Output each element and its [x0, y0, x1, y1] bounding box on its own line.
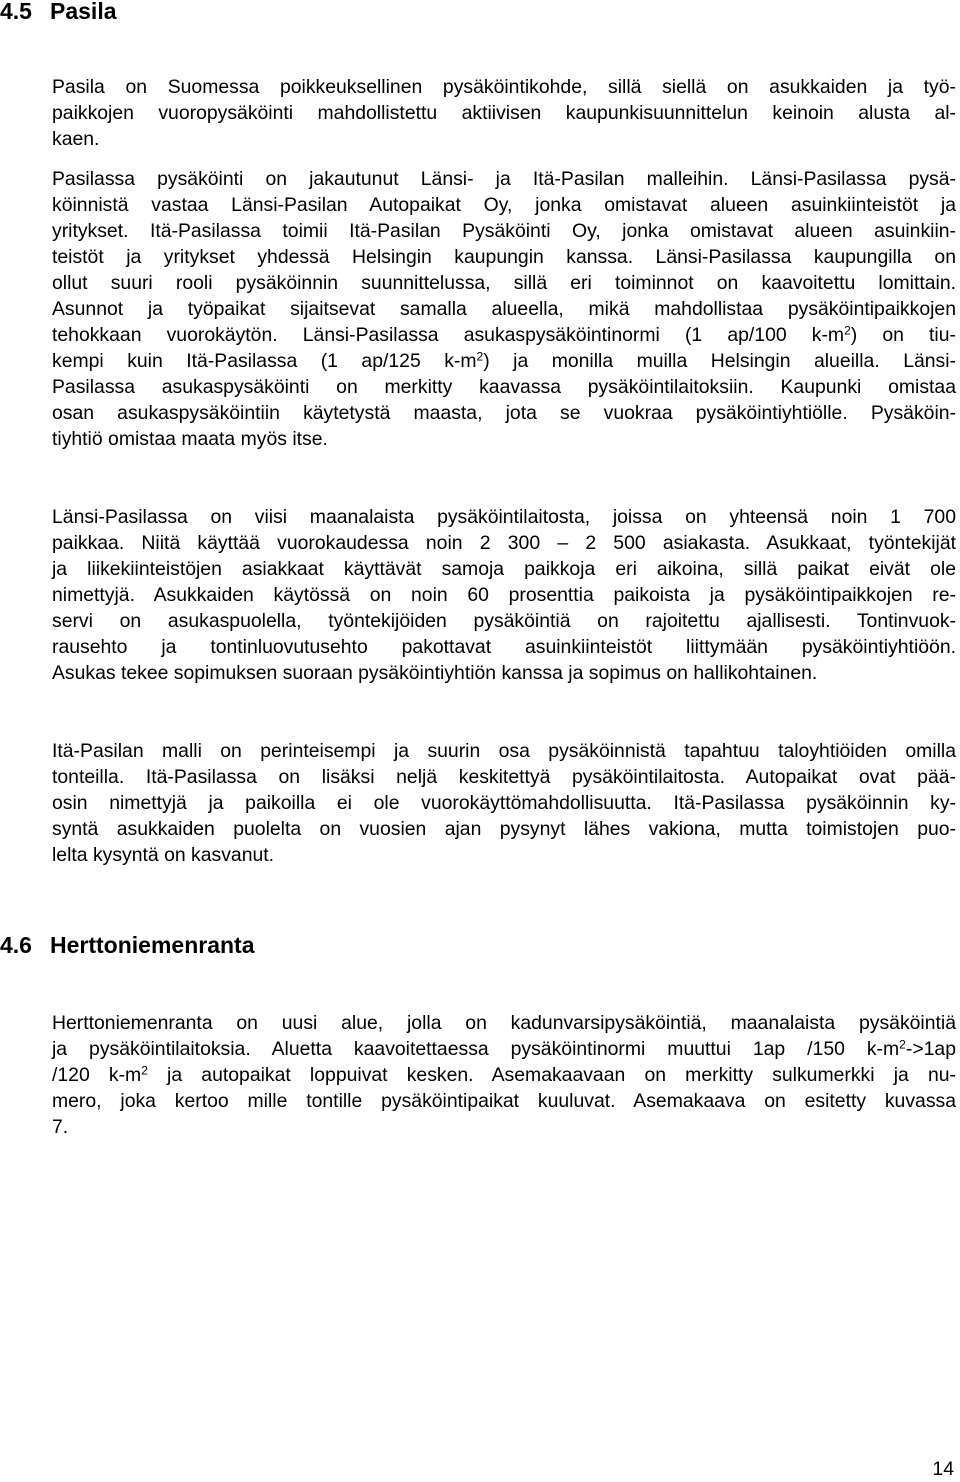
text-line: rausehto ja tontinluovutusehto pakottavat asuinkiinteistöt liittymään pysäköintiyhtiöön.: [52, 636, 956, 658]
text-run: kempi kuin Itä-Pasilassa (1 ap/125 k-m: [52, 350, 477, 372]
text-line: yritykset. Itä-Pasilassa toimii Itä-Pasilan Pysäköinti Oy, jonka omistavat alueen asuinkiin-: [52, 220, 956, 242]
text-line: mero, joka kertoo mille tontille pysäköintipaikat kuuluvat. Asemakaava on esitetty kuvassa: [52, 1090, 956, 1112]
text-line: servi on asukaspuolella, työntekijöiden pysäköintiä on rajoitettu ajallisesti. Tontinvuok-: [52, 610, 956, 632]
text-line: Itä-Pasilan malli on perinteisempi ja suurin osa pysäköinnistä tapahtuu taloyhtiöiden omilla: [52, 740, 956, 762]
section-heading-4-5: [0, 0, 117, 24]
text-line: Asunnot ja työpaikat sijaitsevat samalla alueella, mikä mahdollistaa pysäköintipaikkojen: [52, 298, 956, 320]
text-line: syntä asukkaiden puolelta on vuosien ajan pysynyt lähes vakiona, mutta toimistojen puo-: [52, 818, 956, 840]
text-line: tiyhtiö omistaa maata myös itse.: [52, 428, 328, 450]
text-line: ollut suuri rooli pysäköinnin suunnittelussa, sillä eri toiminnot on kaavoitettu lomittain.: [52, 272, 956, 294]
text-line: köinnistä vastaa Länsi-Pasilan Autopaikat Oy, jonka omistavat alueen asuinkiinteistöt ja: [52, 194, 956, 216]
text-run: ) ja monilla muilla Helsingin alueilla. Länsi-: [483, 350, 957, 372]
section-number: 4.6: [0, 932, 32, 958]
text-run: ja autopaikat loppuivat kesken. Asemakaavaan on merkitty sulkumerkki ja nu-: [147, 1064, 956, 1086]
text-run: ->1ap: [905, 1038, 956, 1060]
text-line: Asukas tekee sopimuksen suoraan pysäköintiyhtiön kanssa ja sopimus on hallikohtainen.: [52, 662, 818, 684]
text-line: osan asukaspysäköintiin käytetystä maasta, jota se vuokraa pysäköintiyhtiölle. Pysäköin-: [52, 402, 956, 424]
text-run: /120 k-m: [52, 1064, 142, 1086]
superscript: 2: [844, 323, 851, 338]
section-title: Pasila: [50, 0, 117, 24]
section-title: Herttoniemenranta: [50, 932, 255, 958]
text-line: Pasila on Suomessa poikkeuksellinen pysäköintikohde, sillä siellä on asukkaiden ja työ-: [52, 76, 956, 98]
text-line: Pasilassa pysäköinti on jakautunut Länsi- ja Itä-Pasilan malleihin. Länsi-Pasilassa pysä-: [52, 168, 956, 190]
text-line: kaen.: [52, 128, 100, 150]
text-line: nimettyjä. Asukkaiden käytössä on noin 60 prosenttia paikoista ja pysäköintipaikkojen re-: [52, 584, 956, 606]
text-line: lelta kysyntä on kasvanut.: [52, 844, 275, 866]
section-heading-4-6: [0, 932, 254, 958]
text-line: [52, 1036, 956, 1062]
text-line: 7.: [52, 1116, 69, 1138]
page-number: 14: [932, 1458, 954, 1480]
text-line: paikkaa. Niitä käyttää vuorokaudessa noin 2 300 – 2 500 asiakasta. Asukkaat, työntekijät: [52, 532, 956, 554]
text-line: [52, 322, 956, 348]
text-line: teistöt ja yritykset yhdessä Helsingin kaupungin kanssa. Länsi-Pasilassa kaupungilla on: [52, 246, 956, 268]
text-line: [52, 1062, 956, 1088]
text-run: tehokkaan vuorokäytön. Länsi-Pasilassa asukaspysäköintinormi (1 ap/100 k-m: [52, 324, 845, 346]
superscript: 2: [476, 349, 484, 364]
text-line: Länsi-Pasilassa on viisi maanalaista pysäköintilaitosta, joissa on yhteensä noin 1 700: [52, 506, 956, 528]
text-line: tonteilla. Itä-Pasilassa on lisäksi neljä keskitettyä pysäköintilaitosta. Autopaikat ovat pää-: [52, 766, 956, 788]
superscript: 2: [899, 1037, 906, 1052]
text-line: ja liikekiinteistöjen asiakkaat käyttävät samoja paikkoja eri aikoina, sillä paikat eivät ole: [52, 558, 956, 580]
text-line: paikkojen vuoropysäköinti mahdollistettu aktiivisen kaupunkisuunnittelun keinoin alusta al-: [52, 102, 956, 124]
text-line: osin nimettyjä ja paikoilla ei ole vuorokäyttömahdollisuutta. Itä-Pasilassa pysäköinnin ky-: [52, 792, 956, 814]
text-run: ) on tiu-: [850, 324, 956, 346]
text-line: Herttoniemenranta on uusi alue, jolla on kadunvarsipysäköintiä, maanalaista pysäköintiä: [52, 1012, 956, 1034]
section-number: 4.5: [0, 0, 32, 24]
text-line: Pasilassa asukaspysäköinti on merkitty kaavassa pysäköintilaitoksiin. Kaupunki omistaa: [52, 376, 956, 398]
text-run: ja pysäköintilaitoksia. Aluetta kaavoitettaessa pysäköintinormi muuttui 1ap /150 k-m: [52, 1038, 900, 1060]
superscript: 2: [141, 1063, 148, 1078]
text-line: [52, 348, 956, 374]
